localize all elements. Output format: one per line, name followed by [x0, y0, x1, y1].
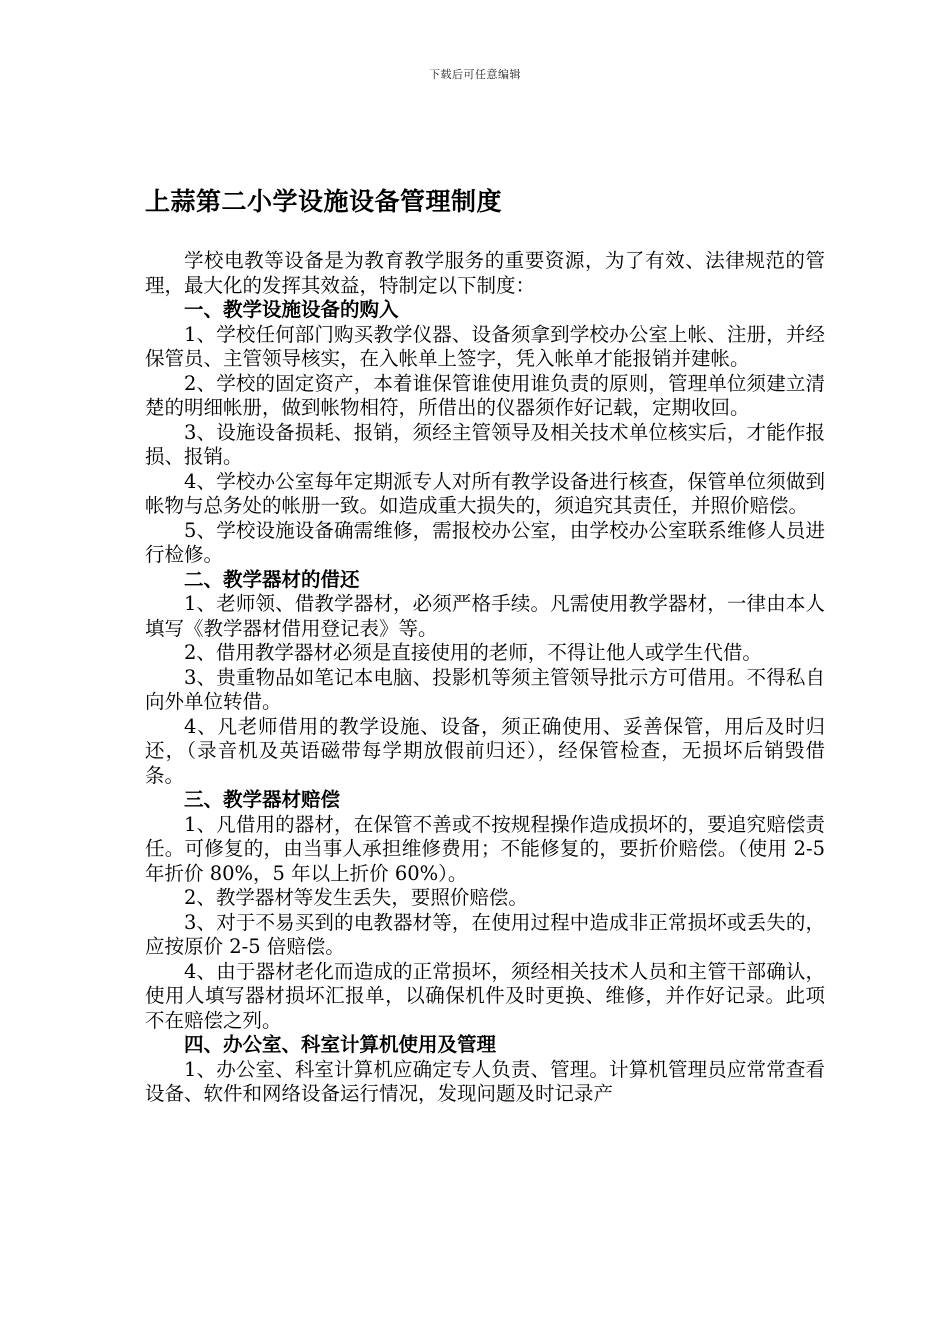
paragraph: 2、借用教学器材必须是直接使用的老师，不得让他人或学生代借。 [184, 641, 762, 664]
paragraph: 1、凡借用的器材，在保管不善或不按规程操作造成损坏的，要追究赔偿责任。可修复的，由当事人承担维修费用；不能修复的，要折价赔偿。（使用 2-5 年折价 80%，5 年以上折价 60%）。 [145, 812, 825, 885]
section-heading-1: 一、教学设施设备的购入 [184, 298, 399, 321]
section-heading-4: 四、办公室、科室计算机使用及管理 [184, 1033, 497, 1056]
paragraph: 4、凡老师借用的教学设施、设备，须正确使用、妥善保管，用后及时归还，（录音机及英语磁带每学期放假前归还），经保管检查，无损坏后销毁借条。 [145, 714, 825, 787]
paragraph: 4、学校办公室每年定期派专人对所有教学设备进行核查，保管单位须做到帐物与总务处的帐册一致。如造成重大损失的，须追究其责任，并照价赔偿。 [145, 469, 825, 517]
section-heading-2: 二、教学器材的借还 [184, 567, 360, 591]
header-note: 下载后可任意编辑 [429, 68, 521, 81]
paragraph: 3、设施设备损耗、报销，须经主管领导及相关技术单位核实后，才能作报损、报销。 [145, 420, 825, 468]
paragraph: 2、学校的固定资产，本着谁保管谁使用谁负责的原则，管理单位须建立清楚的明细帐册，做到帐物相符，所借出的仪器须作好记载，定期收回。 [145, 371, 825, 419]
paragraph: 1、学校任何部门购买教学仪器、设备须拿到学校办公室上帐、注册，并经保管员、主管领导核实，在入帐单上签字，凭入帐单才能报销并建帐。 [145, 322, 825, 370]
paragraph: 4、由于器材老化而造成的正常损坏，须经相关技术人员和主管干部确认，使用人填写器材损坏汇报单，以确保机件及时更换、维修，并作好记录。此项不在赔偿之列。 [145, 959, 825, 1032]
document-title: 上蒜第二小学设施设备管理制度 [145, 187, 503, 216]
paragraph: 1、老师领、借教学器材，必须严格手续。凡需使用教学器材，一律由本人填写《教学器材借用登记表》等。 [145, 592, 825, 640]
paragraph: 3、对于不易买到的电教器材等，在使用过程中造成非正常损坏或丢失的，应按原价 2-5 倍赔偿。 [145, 910, 825, 958]
intro-paragraph: 学校电教等设备是为教育教学服务的重要资源，为了有效、法律规范的管理，最大化的发挥其效益，特制定以下制度： [145, 249, 825, 297]
document-body [145, 249, 825, 1107]
paragraph: 5、学校设施设备确需维修，需报校办公室，由学校办公室联系维修人员进行检修。 [145, 518, 825, 566]
paragraph: 2、教学器材等发生丢失，要照价赔偿。 [184, 886, 528, 909]
paragraph: 3、贵重物品如笔记本电脑、投影机等须主管领导批示方可借用。不得私自向外单位转借。 [145, 665, 825, 713]
section-heading-3: 三、教学器材赔偿 [184, 788, 341, 811]
paragraph: 1、办公室、科室计算机应确定专人负责、管理。计算机管理员应常常查看设备、软件和网络设备运行情况，发现问题及时记录产 [145, 1057, 825, 1105]
